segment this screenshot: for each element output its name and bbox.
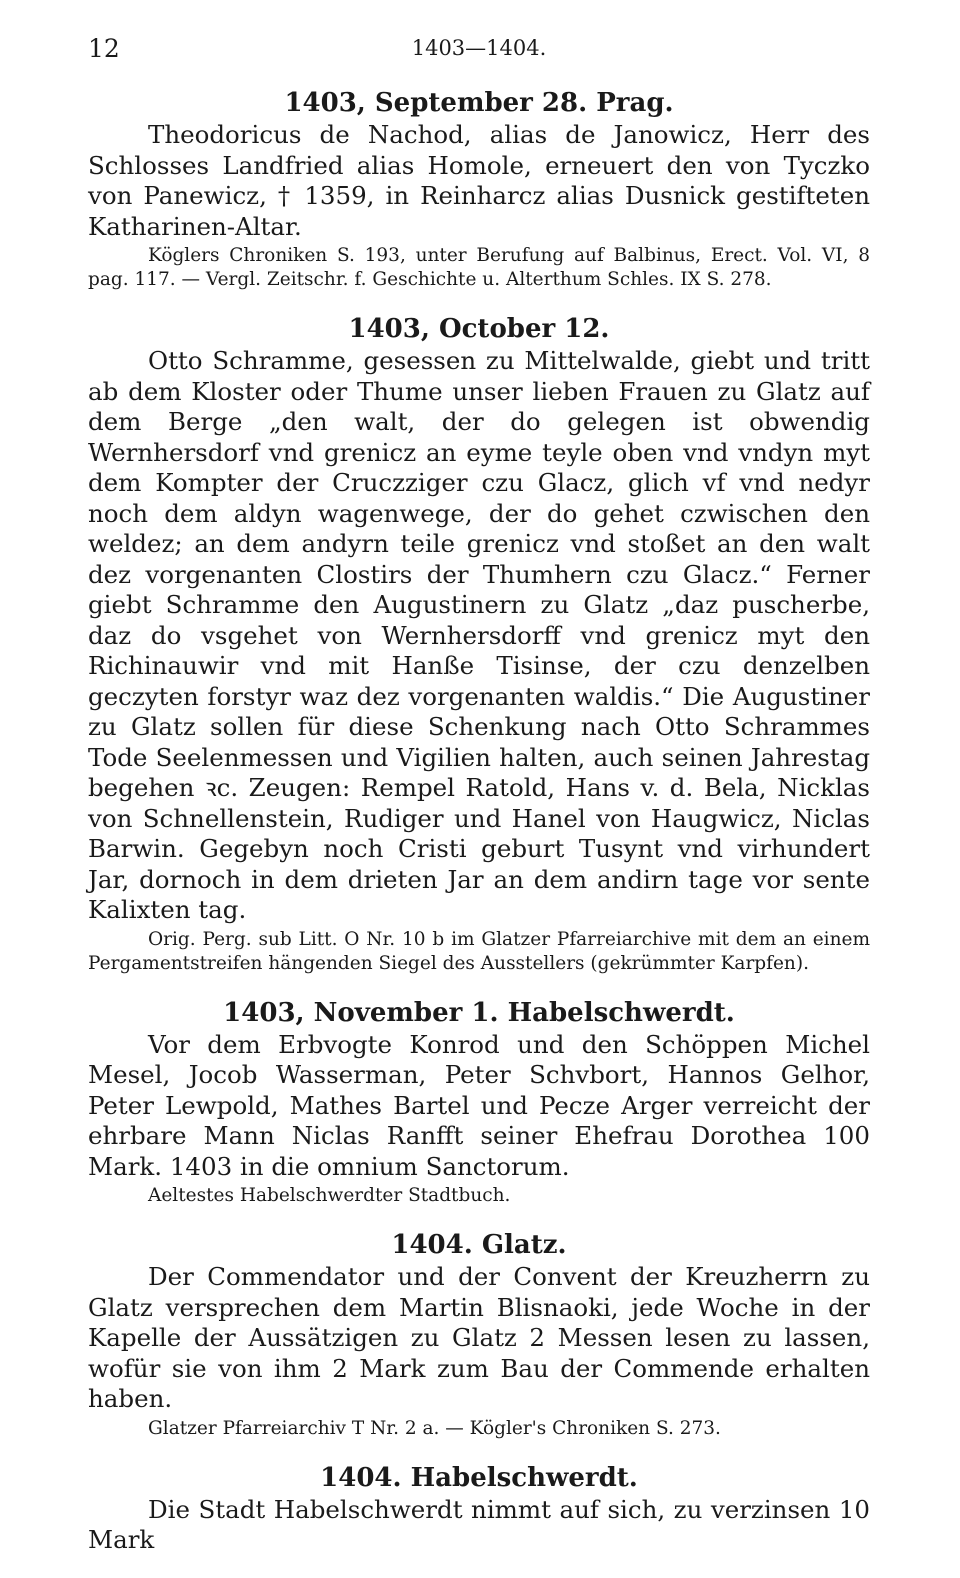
page-number: 12 — [88, 34, 120, 63]
source-note: Köglers Chroniken S. 193, unter Berufung auf Balbinus, Erect. Vol. VI, 8 pag. 117. — Vergl. Zeitschr. f. Geschichte u. Alterthum Schles. IX S. 278. — [88, 245, 870, 290]
entry-body: Die Stadt Habelschwerdt nimmt auf sich, zu verzinsen 10 Mark — [88, 1494, 870, 1554]
entry-body: Vor dem Erbvogte Konrod und den Schöppen Michel Mesel, Jocob Wasserman, Peter Schvbort, Hannos Gelhor, Peter Lewpold, Mathes Bartel und Pecze Arger verreicht der ehrbare Mann Niclas Ranfft seiner Ehefrau Dorothea 100 Mark. 1403 in die omnium Sanctorum. — [88, 1029, 870, 1181]
entry-heading: 1404. Habelschwerdt. — [320, 1462, 638, 1493]
entry-1403-october-12 — [88, 314, 870, 976]
entry-heading: 1403, October 12. — [348, 314, 610, 344]
document-page — [88, 34, 870, 1578]
entry-1403-september-28 — [88, 88, 870, 292]
entry-1403-november-1 — [88, 998, 870, 1209]
entry-heading: 1404. Glatz. — [391, 1230, 567, 1260]
entry-1404-habelschwerdt — [88, 1463, 870, 1556]
source-note: Orig. Perg. sub Litt. O Nr. 10 b im Glatzer Pfarreiarchive mit dem an einem Pergamentstreifen hängenden Siegel des Ausstellers (gekrümmter Karpfen). — [88, 928, 870, 974]
source-note: Aeltestes Habelschwerdter Stadtbuch. — [148, 1185, 511, 1206]
entry-body: Der Commendator und der Convent der Kreuzherrn zu Glatz versprechen dem Martin Blisnaoki, jede Woche in der Kapelle der Aussätzigen zu Glatz 2 Messen lesen zu lassen, wofür sie von ihm 2 Mark zum Bau der Commende erhalten haben. — [88, 1262, 870, 1413]
entry-heading: 1403, September 28. Prag. — [284, 88, 674, 118]
running-head — [88, 34, 870, 74]
source-note: Glatzer Pfarreiarchiv T Nr. 2 a. — Kögler's Chroniken S. 273. — [148, 1417, 721, 1439]
entry-1404-glatz — [88, 1230, 870, 1441]
entry-heading: 1403, November 1. Habelschwerdt. — [223, 997, 735, 1028]
running-title: 1403—1404. — [411, 36, 547, 60]
entry-body: Theodoricus de Nachod, alias de Janowicz, Herr des Schlosses Landfried alias Homole, erneuert den von Tyczko von Panewicz, † 1359, in Reinharcz alias Dusnick gestifteten Katharinen-Altar. — [88, 120, 870, 241]
entry-body: Otto Schramme, gesessen zu Mittelwalde, giebt und tritt ab dem Kloster oder Thume unser lieben Frauen zu Glatz auf dem Berge „den walt, der do gelegen ist obwendig Wernhersdorf vnd grenicz an eyme teyle oben vnd vndyn myt dem Kompter der Cruczziger czu Glacz, glich vf vnd nedyr noch dem aldyn wagenwege, der do gehet czwischen den weldez; an dem andyrn teile grenicz vnd stoßet an den walt dez vorgenanten Clostirs der Thumhern czu Glacz.“ Ferner giebt Schramme den Augustinern zu Glatz „daz puscherbe, daz do vsgehet von Wernhersdorff vnd grenicz myt den Richinauwir vnd mit Hanße Tisinse, der czu denzelben geczyten forstyr waz dez vorgenanten waldis.“ Die Augustiner zu Glatz sollen für diese Schenkung nach Otto Schrammes Tode Seelenmessen und Vigilien halten, auch seinen Jahrestag begehen ꝛc. Zeugen: Rempel Ratold, Hans v. d. Bela, Nicklas von Schnellenstein, Rudiger und Hanel von Haugwicz, Niclas Barwin. Gegebyn noch Cristi geburt Tusynt vnd virhundert Jar, dornoch in dem drieten Jar an dem andirn tage vor sente Kalixten tag. — [88, 346, 870, 924]
